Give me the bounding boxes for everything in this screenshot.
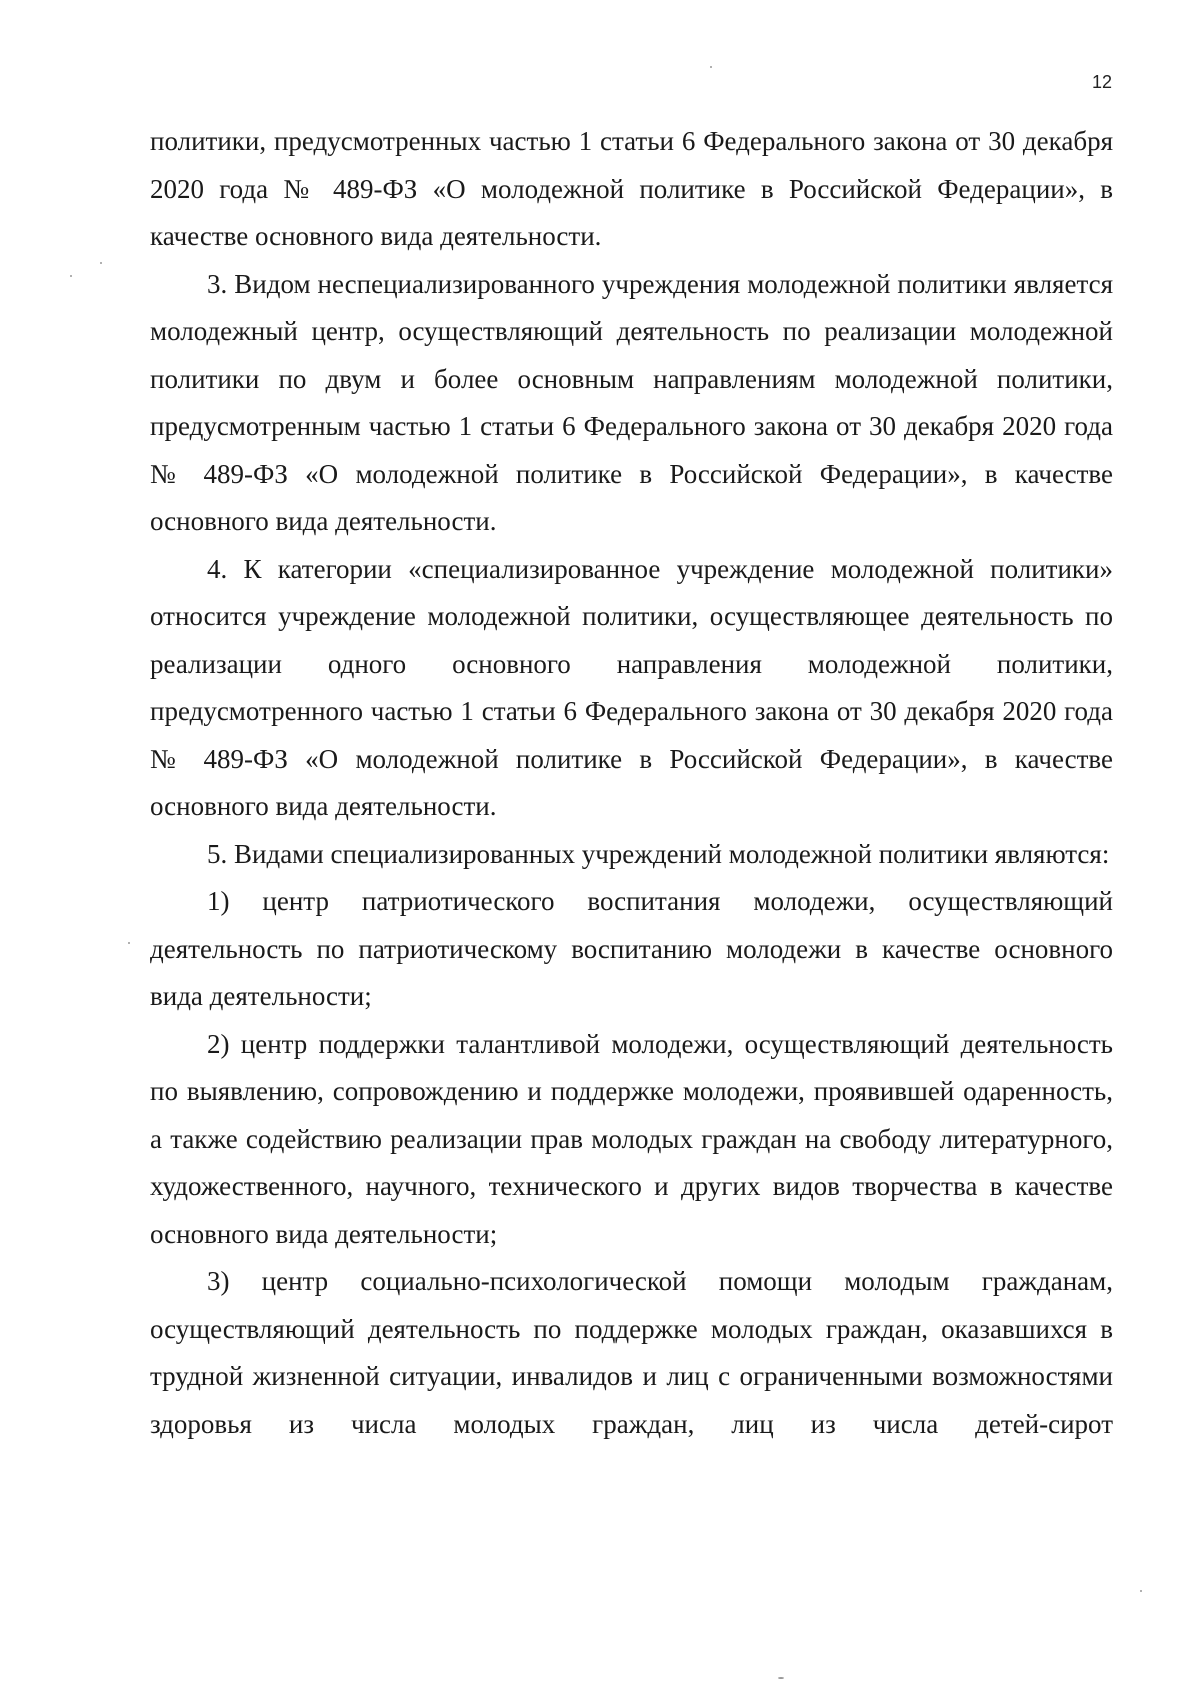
scan-speck — [100, 262, 102, 264]
scan-speck — [128, 942, 130, 944]
scan-speck — [710, 66, 712, 68]
list-item-1: 1) центр патриотического воспитания молодежи, осуществляющий деятельность по патриотическому воспитанию молодежи в качестве основного вида деятельности; — [150, 886, 1113, 1011]
paragraph-continuation: политики, предусмотренных частью 1 статьи 6 Федерального закона от 30 декабря 2020 года № 489-ФЗ «О молодежной политике в Российской Федерации», в качестве основного вида деятельности. — [150, 126, 1113, 251]
paragraph-item-5: 5. Видами специализированных учреждений молодежной политики являются: — [207, 838, 1110, 869]
document-body — [150, 118, 1113, 1448]
paragraph-item-4: 4. К категории «специализированное учреждение молодежной политики» относится учреждение молодежной политики, осуществляющее деятельность по реализации одного основного направления молодежной политики, предусмотренного частью 1 статьи 6 Федерального закона от 30 декабря 2020 года № 489-ФЗ «О молодежной политике в Российской Федерации», в качестве основного вида деятельности. — [150, 553, 1113, 821]
list-item-3: 3) центр социально-психологической помощи молодым гражданам, осуществляющий деятельность по поддержке молодых граждан, оказавшихся в трудной жизненной ситуации, инвалидов и лиц с ограниченными возможностями здоровья из числа молодых граждан, лиц из числа детей-сирот — [150, 1266, 1113, 1439]
page-number: 12 — [1091, 72, 1112, 92]
list-item-2: 2) центр поддержки талантливой молодежи, осуществляющий деятельность по выявлению, сопровождению и поддержке молодежи, проявившей одаренность, а также содействию реализации прав молодых граждан на свободу литературного, художественного, научного, технического и других видов творчества в качестве основного вида деятельности; — [150, 1028, 1113, 1249]
scan-speck — [1140, 1590, 1142, 1592]
scan-speck — [778, 1677, 784, 1679]
scan-speck — [70, 275, 72, 277]
paragraph-item-3: 3. Видом неспециализированного учреждения молодежной политики является молодежный центр, осуществляющий деятельность по реализации молодежной политики по двум и более основным направлениям молодежной политики, предусмотренным частью 1 статьи 6 Федерального закона от 30 декабря 2020 года № 489-ФЗ «О молодежной политике в Российской Федерации», в качестве основного вида деятельности. — [150, 268, 1113, 536]
